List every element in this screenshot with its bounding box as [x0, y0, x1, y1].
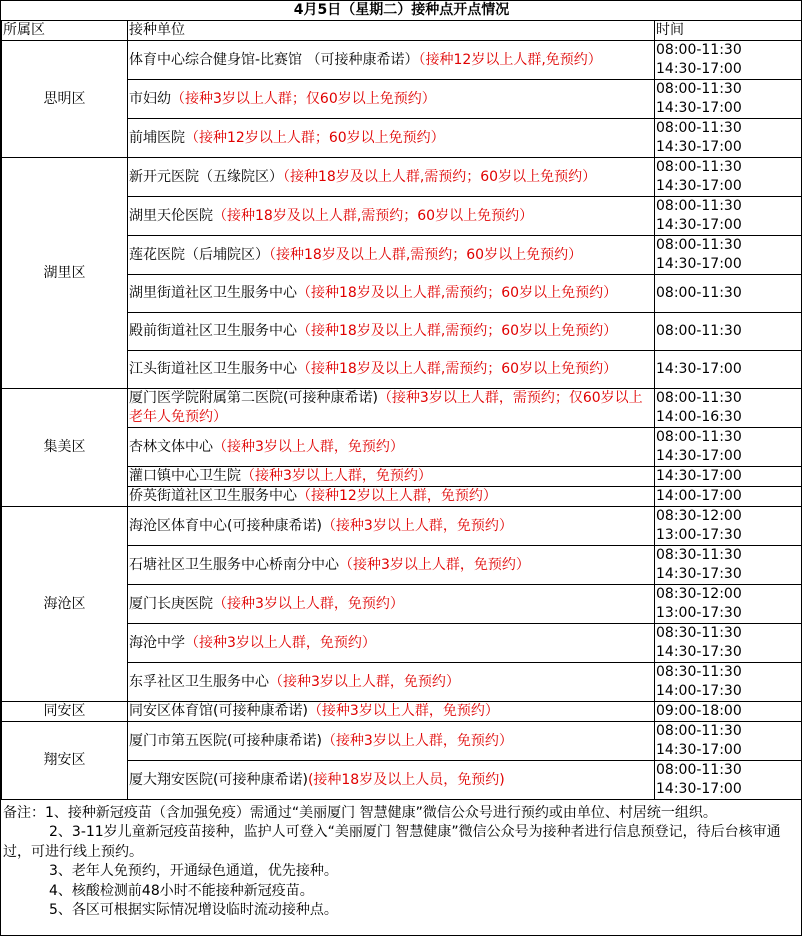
eligibility-note: （接种3岁以上人群，免预约） [339, 556, 530, 573]
remark-item: 2、3-11岁儿童新冠疫苗接种，监护人可登入“美丽厦门 智慧健康”微信公众号为接种者进行信息预登记，待后台核审通过，可进行线上预约。 [3, 824, 781, 860]
time-slot: 14:00-16:30 [656, 409, 742, 425]
eligibility-note: （接种3岁以上人群，免预约） [307, 703, 499, 719]
header-unit: 接种单位 [128, 21, 655, 41]
unit-cell [128, 236, 655, 275]
time-cell [655, 702, 802, 722]
eligibility-note: （接种12岁以上人群，免预约） [297, 488, 497, 504]
table-row [2, 389, 802, 428]
table-row [2, 722, 802, 761]
unit-cell [128, 624, 655, 663]
time-cell [655, 761, 802, 800]
time-slot: 14:30-17:00 [656, 139, 742, 155]
time-cell [655, 41, 802, 80]
time-slot: 08:00-11:30 [656, 120, 742, 136]
time-slot: 08:00-11:30 [656, 81, 742, 97]
unit-cell [128, 158, 655, 197]
time-slot: 08:00-11:30 [656, 285, 742, 301]
unit-name: 东孚社区卫生服务中心 [129, 673, 269, 690]
time-slot: 13:00-17:30 [656, 605, 742, 621]
time-slot: 08:30-11:30 [656, 664, 742, 680]
unit-name: 厦大翔安医院(可接种康希诺) [129, 771, 308, 788]
unit-name: 新开元医院（五缘院区） [129, 168, 283, 185]
time-slot: 08:00-11:30 [656, 762, 742, 778]
time-cell [655, 80, 802, 119]
unit-cell [128, 41, 655, 80]
unit-cell [128, 722, 655, 761]
unit-cell [128, 197, 655, 236]
district-cell: 湖里区 [2, 158, 128, 389]
table-row [2, 41, 802, 80]
unit-name: 海沧中学 [129, 634, 185, 651]
eligibility-note: （接种12岁以上人群,免预约） [418, 51, 602, 68]
time-slot: 08:00-11:30 [656, 237, 742, 253]
unit-cell [128, 487, 655, 507]
unit-name: 侨英街道社区卫生服务中心 [129, 488, 297, 504]
unit-cell [128, 119, 655, 158]
district-cell: 翔安区 [2, 722, 128, 800]
time-slot: 14:30-17:00 [656, 178, 742, 194]
time-slot: 08:00-11:30 [656, 390, 742, 406]
unit-name: 莲花医院（后埔院区） [129, 246, 269, 263]
eligibility-note: （接种3岁以上人群，免预约） [213, 595, 404, 612]
time-slot: 14:30-17:00 [656, 448, 742, 464]
time-cell [655, 275, 802, 313]
remark-item: 3、老年人免预约，开通绿色通道，优先接种。 [49, 863, 338, 880]
time-slot: 08:00-11:30 [656, 198, 742, 214]
time-cell [655, 624, 802, 663]
time-slot: 14:30-17:30 [656, 644, 742, 660]
unit-cell [128, 428, 655, 467]
header-district: 所属区 [2, 21, 128, 41]
unit-cell [128, 507, 655, 546]
time-slot: 14:00-17:00 [656, 488, 742, 504]
unit-cell [128, 663, 655, 702]
eligibility-note: （接种3岁以上人群，需预约；仅60岁以上老年人免预约） [129, 390, 643, 425]
unit-name: 体育中心综合健身馆-比赛馆 （可接种康希诺） [129, 51, 419, 68]
unit-name: 杏林文体中心 [129, 438, 213, 455]
unit-name: 海沧区体育中心(可接种康希诺) [129, 517, 322, 534]
unit-cell [128, 585, 655, 624]
time-cell [655, 585, 802, 624]
unit-cell [128, 467, 655, 487]
eligibility-note: （接种3岁以上人群，免预约） [241, 468, 432, 484]
unit-name: 灌口镇中心卫生院 [129, 468, 241, 484]
unit-cell [128, 546, 655, 585]
remark-item: 备注：1、接种新冠疫苗（含加强免疫）需通过“美丽厦门 智慧健康”微信公众号进行预约或由单位、村居统一组织。 [3, 805, 717, 821]
unit-cell [128, 351, 655, 389]
table-row [2, 507, 802, 546]
table-row [2, 702, 802, 722]
time-slot: 08:30-12:00 [656, 586, 742, 602]
page-title: 4月5日（星期二）接种点开点情况 [2, 1, 802, 21]
time-slot: 14:30-17:00 [656, 217, 742, 233]
time-slot: 08:00-11:30 [656, 723, 742, 739]
time-slot: 08:30-11:30 [656, 625, 742, 641]
time-slot: 14:30-17:00 [656, 742, 742, 758]
unit-cell [128, 80, 655, 119]
time-slot: 08:00-11:30 [656, 323, 742, 339]
eligibility-note: （接种3岁以上人群，免预约） [269, 673, 460, 690]
district-cell: 同安区 [2, 702, 128, 722]
eligibility-note: （接种12岁以上人群；60岁以上免预约） [185, 129, 445, 146]
eligibility-note: （接种3岁以上人群，免预约） [213, 438, 404, 455]
time-cell [655, 467, 802, 487]
time-cell [655, 487, 802, 507]
time-slot: 14:30-17:00 [656, 781, 742, 797]
time-cell [655, 507, 802, 546]
unit-name: 前埔医院 [129, 129, 185, 146]
unit-cell [128, 275, 655, 313]
time-cell [655, 389, 802, 428]
eligibility-note: （接种3岁以上人群；仅60岁以上免预约） [171, 90, 436, 107]
time-slot: 08:00-11:30 [656, 42, 742, 58]
unit-name: 江头街道社区卫生服务中心 [129, 361, 297, 377]
time-slot: 08:30-12:00 [656, 508, 742, 524]
eligibility-note: （接种18岁及以上人群,需预约；60岁以上免预约） [213, 207, 534, 224]
time-slot: 14:00-17:30 [656, 683, 742, 699]
time-cell [655, 158, 802, 197]
eligibility-note: （接种3岁以上人群，免预约） [321, 517, 513, 534]
remark-item: 5、各区可根据实际情况增设临时流动接种点。 [49, 902, 338, 919]
unit-cell [128, 702, 655, 722]
unit-name: 厦门医学院附属第二医院(可接种康希诺) [129, 390, 378, 406]
eligibility-note: （接种18岁及以上人群,需预约；60岁以上免预约） [269, 246, 583, 263]
vaccination-schedule-table [1, 1, 802, 800]
eligibility-note: （接种3岁以上人群，免预约） [185, 634, 376, 651]
unit-name: 市妇幼 [129, 90, 171, 107]
unit-cell [128, 389, 655, 428]
district-cell: 集美区 [2, 389, 128, 507]
unit-name: 厦门长庚医院 [129, 595, 213, 612]
time-slot: 14:30-17:00 [656, 256, 742, 272]
time-cell [655, 313, 802, 351]
unit-cell [128, 313, 655, 351]
time-slot: 14:30-17:00 [656, 100, 742, 116]
unit-name: 同安区体育馆(可接种康希诺) [129, 703, 308, 719]
time-slot: 14:30-17:00 [656, 61, 742, 77]
unit-name: 石塘社区卫生服务中心桥南分中心 [129, 556, 339, 573]
time-cell [655, 119, 802, 158]
district-cell: 海沧区 [2, 507, 128, 702]
unit-name: 殿前街道社区卫生服务中心 [129, 323, 297, 339]
time-slot: 08:00-11:30 [656, 429, 742, 445]
eligibility-note: （接种3岁以上人群，免预约） [321, 732, 513, 749]
time-cell [655, 722, 802, 761]
header-time: 时间 [655, 21, 802, 41]
time-slot: 14:30-17:30 [656, 566, 742, 582]
eligibility-note: （接种18岁及以上人群,需预约；60岁以上免预约） [297, 323, 618, 339]
time-slot: 14:30-17:00 [656, 361, 742, 377]
time-slot: 13:00-17:30 [656, 527, 742, 543]
unit-name: 湖里天伦医院 [129, 207, 213, 224]
eligibility-note: （接种18岁及以上人群,需预约；60岁以上免预约） [297, 285, 618, 301]
time-cell [655, 236, 802, 275]
eligibility-note: （接种18岁及以上人群,需预约；60岁以上免预约） [283, 168, 597, 185]
unit-name: 厦门市第五医院(可接种康希诺) [129, 732, 322, 749]
remarks [1, 800, 801, 920]
time-cell [655, 197, 802, 236]
time-cell [655, 428, 802, 467]
eligibility-note: (接种18岁及以上人员，免预约) [307, 771, 505, 788]
time-slot: 08:00-11:30 [656, 159, 742, 175]
district-cell: 思明区 [2, 41, 128, 158]
time-slot: 08:30-11:30 [656, 547, 742, 563]
unit-cell [128, 761, 655, 800]
time-slot: 14:30-17:00 [656, 468, 742, 484]
table-row [2, 158, 802, 197]
eligibility-note: （接种18岁及以上人群,需预约；60岁以上免预约） [297, 361, 618, 377]
unit-name: 湖里街道社区卫生服务中心 [129, 285, 297, 301]
time-cell [655, 663, 802, 702]
remark-item: 4、核酸检测前48小时不能接种新冠疫苗。 [49, 882, 314, 899]
time-cell [655, 546, 802, 585]
time-cell [655, 351, 802, 389]
time-slot: 09:00-18:00 [656, 703, 742, 719]
